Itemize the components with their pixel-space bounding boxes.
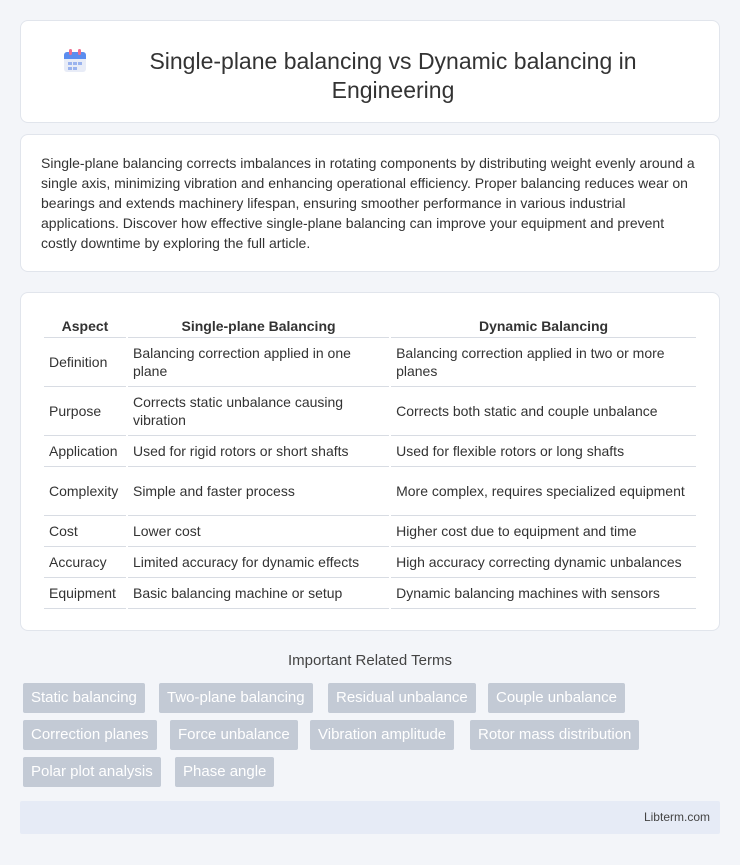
title-card — [20, 20, 720, 123]
table-cell: Corrects both static and couple unbalance — [391, 387, 696, 436]
table-cell: Simple and faster process — [128, 467, 389, 516]
table-cell: Accuracy — [44, 547, 126, 578]
table-cell: Application — [44, 436, 126, 467]
term-tag[interactable]: Residual unbalance — [328, 683, 476, 713]
table-cell: Equipment — [44, 578, 126, 609]
term-tag[interactable]: Polar plot analysis — [23, 757, 161, 787]
table-cell: Limited accuracy for dynamic effects — [128, 547, 389, 578]
header-aspect: Aspect — [44, 315, 126, 338]
table-row — [44, 387, 696, 436]
comparison-table-card — [20, 292, 720, 631]
table-cell: More complex, requires specialized equipment — [391, 467, 696, 516]
term-tag[interactable]: Couple unbalance — [488, 683, 625, 713]
related-terms-heading: Important Related Terms — [288, 652, 452, 669]
table-cell: Used for flexible rotors or long shafts — [391, 436, 696, 467]
table-cell: Purpose — [44, 387, 126, 436]
table-row — [44, 436, 696, 467]
table-cell: Lower cost — [128, 516, 389, 547]
table-row — [44, 547, 696, 578]
intro-paragraph: Single-plane balancing corrects imbalances in rotating components by distributing weight evenly around a single axis, minimizing vibration and enhancing operational efficiency. Proper balancing reduces wear on bearings and extends machinery lifespan, ensuring smoother performance in various industrial applications. Discover how effective single-plane balancing can improve your equipment and prevent costly downtime by exploring the full article. — [41, 155, 695, 251]
header-dynamic: Dynamic Balancing — [391, 315, 696, 338]
table-cell: High accuracy correcting dynamic unbalances — [391, 547, 696, 578]
term-tag[interactable]: Force unbalance — [170, 720, 298, 750]
table-cell: Dynamic balancing machines with sensors — [391, 578, 696, 609]
term-tag[interactable]: Phase angle — [175, 757, 274, 787]
table-row — [44, 578, 696, 609]
table-cell: Complexity — [44, 467, 126, 516]
term-tag[interactable]: Rotor mass distribution — [470, 720, 639, 750]
table-cell: Definition — [44, 338, 126, 387]
table-cell: Basic balancing machine or setup — [128, 578, 389, 609]
term-tag[interactable]: Vibration amplitude — [310, 720, 454, 750]
header-single-plane: Single-plane Balancing — [128, 315, 389, 338]
table-cell: Cost — [44, 516, 126, 547]
footer-site-link[interactable]: Libterm.com — [643, 810, 710, 824]
comparison-table — [42, 315, 698, 609]
page-title: Single-plane balancing vs Dynamic balancing in Engineering — [149, 48, 637, 103]
table-cell: Used for rigid rotors or short shafts — [128, 436, 389, 467]
table-row — [44, 338, 696, 387]
term-tag[interactable]: Two-plane balancing — [159, 683, 313, 713]
table-cell: Corrects static unbalance causing vibration — [128, 387, 389, 436]
calendar-icon — [61, 47, 89, 75]
term-tag[interactable]: Static balancing — [23, 683, 145, 713]
table-cell: Balancing correction applied in one plane — [128, 338, 389, 387]
table-header-row — [44, 315, 696, 338]
table-cell: Higher cost due to equipment and time — [391, 516, 696, 547]
footer — [20, 801, 720, 834]
table-row — [44, 516, 696, 547]
term-tag[interactable]: Correction planes — [23, 720, 157, 750]
intro-card — [20, 134, 720, 272]
table-cell: Balancing correction applied in two or more planes — [391, 338, 696, 387]
table-row — [44, 467, 696, 516]
